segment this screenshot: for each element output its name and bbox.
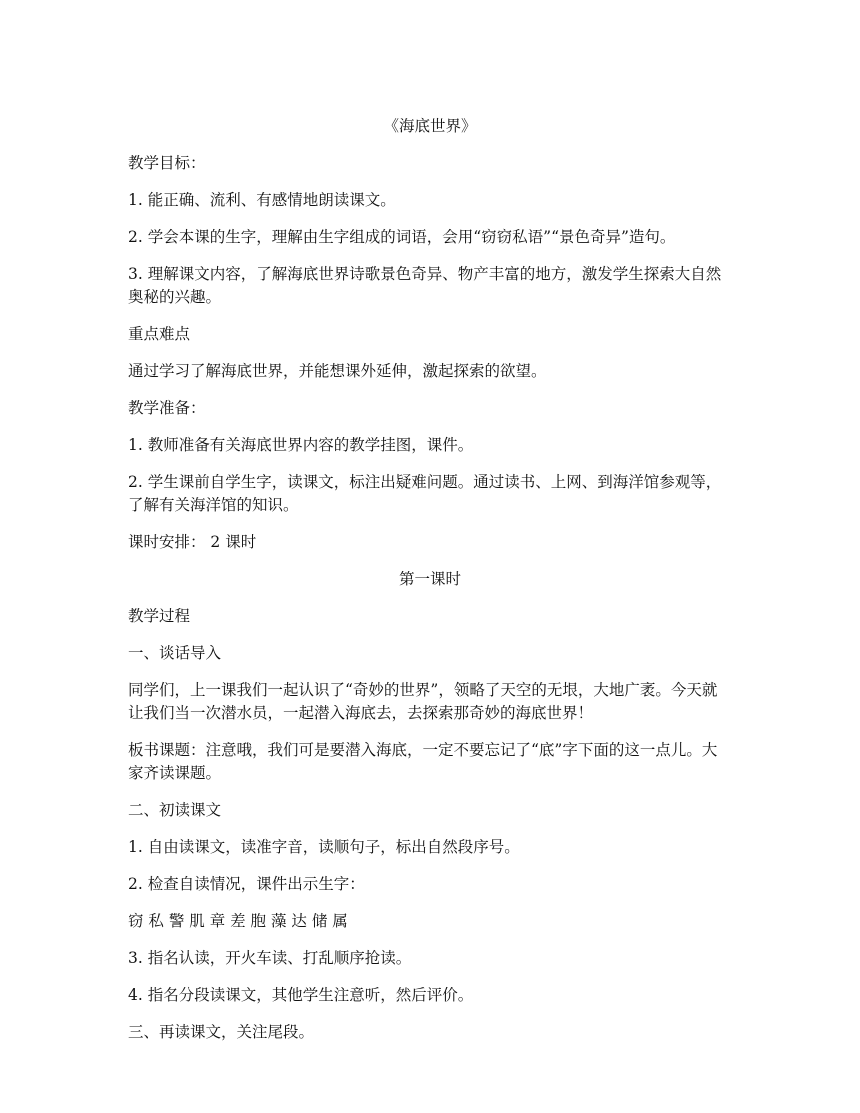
section-heading-process: 教学过程: [128, 607, 191, 625]
objective-item-3: 3. 理解课文内容，了解海底世界诗歌景色奇异、物产丰富的地方，激发学生探索大自然奥秘的兴趣。: [128, 265, 722, 306]
blackboard-title-text: 板书课题：注意哦，我们可是要潜入海底，一定不要忘记了“底”字下面的这一点儿。大家齐读课题。: [128, 741, 718, 782]
section-heading-objectives: 教学目标：: [128, 154, 206, 172]
process-step-1-heading: 一、谈话导入: [128, 644, 222, 662]
reading-item-1: 1. 自由读课文，读准字音，读顺句子，标出自然段序号。: [128, 838, 520, 856]
new-characters-list: 窃 私 警 肌 章 差 胞 藻 达 储 属: [128, 912, 348, 930]
preparation-item-2: 2. 学生课前自学生字，读课文，标注出疑难问题。通过读书、上网、到海洋馆参观等，了解有关海洋馆的知识。: [128, 473, 722, 514]
objective-item-1: 1. 能正确、流利、有感情地朗读课文。: [128, 191, 396, 209]
reading-item-3: 3. 指名认读，开火车读、打乱顺序抢读。: [128, 949, 412, 967]
intro-talk-text: 同学们，上一课我们一起认识了“奇妙的世界”，领略了天空的无垠，大地广袤。今天就让我们当一次潜水员，一起潜入海底去，去探索那奇妙的海底世界！: [128, 681, 718, 722]
process-step-2-heading: 二、初读课文: [128, 801, 222, 819]
schedule-text: 课时安排： 2 课时: [128, 533, 257, 551]
document-title: 《海底世界》: [383, 117, 477, 135]
process-step-3-heading: 三、再读课文，关注尾段。: [128, 1023, 315, 1041]
reading-item-2: 2. 检查自读情况，课件出示生字：: [128, 875, 365, 893]
objective-item-2: 2. 学会本课的生字，理解由生字组成的词语，会用“窃窃私语”“景色奇异”造句。: [128, 228, 676, 246]
reading-item-4: 4. 指名分段读课文，其他学生注意听，然后评价。: [128, 986, 474, 1004]
document-page: [128, 113, 732, 1058]
section-heading-preparation: 教学准备：: [128, 399, 206, 417]
key-points-text: 通过学习了解海底世界，并能想课外延伸，激起探索的欲望。: [128, 362, 547, 380]
preparation-item-1: 1. 教师准备有关海底世界内容的教学挂图，课件。: [128, 436, 474, 454]
section-heading-key-points: 重点难点: [128, 325, 191, 343]
lesson-one-heading: 第一课时: [398, 570, 461, 588]
